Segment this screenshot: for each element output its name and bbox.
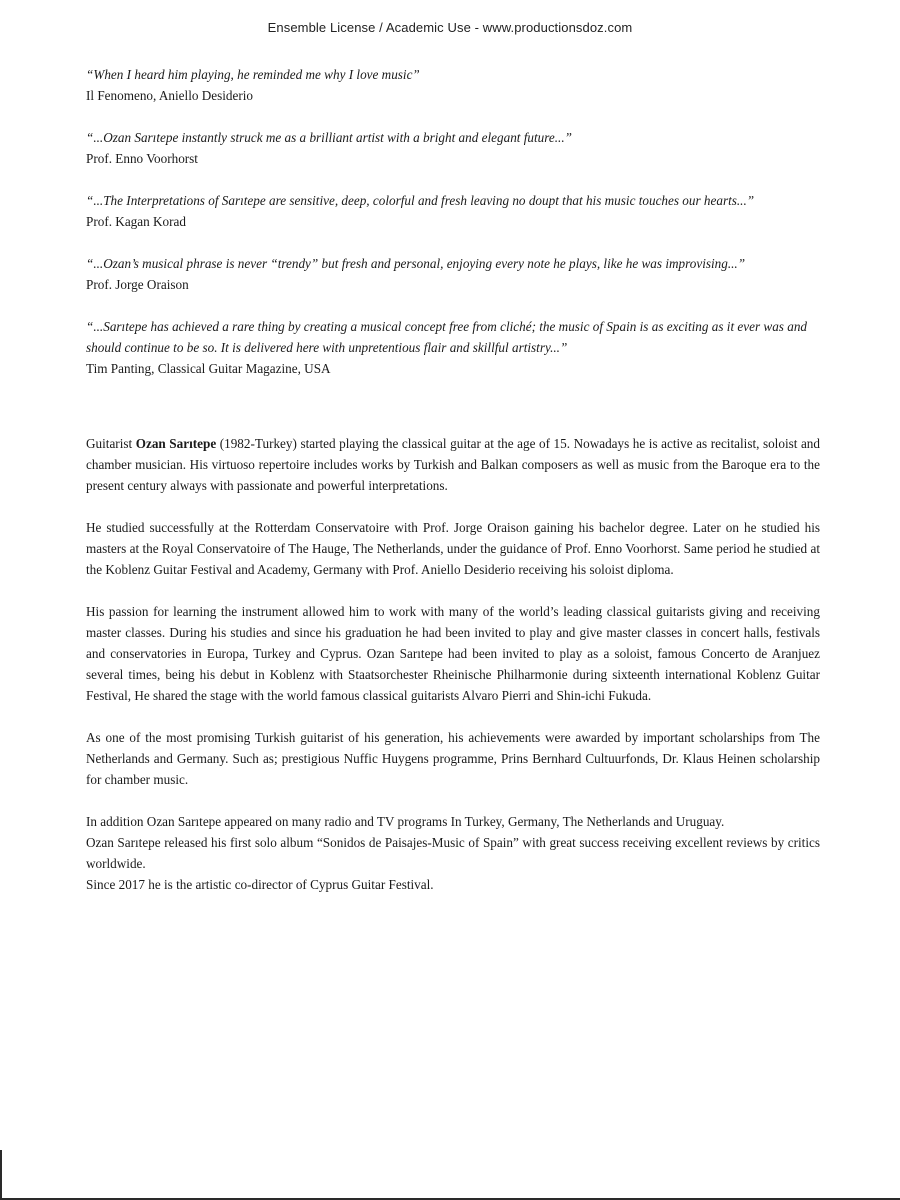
quote-block xyxy=(86,127,820,169)
bio-paragraph: In addition Ozan Sarıtepe appeared on many radio and TV programs In Turkey, Germany, The Netherlands and Uruguay. xyxy=(86,814,725,829)
quote-block xyxy=(86,316,820,379)
artist-name: Ozan Sarıtepe xyxy=(135,436,217,451)
bio-paragraph: His passion for learning the instrument allowed him to work with many of the world’s leading classical guitarists giving and receiving master classes. During his studies and since his graduation he had been invited to play and give master classes in concert halls, festivals and conservatories in Europa, Turkey and Cyprus. Ozan Sarıtepe had been invited to play as a soloist, famous Concerto de Aranjuez several times, being his debut in Koblenz with Staatsorchester Rheinische Philharmonie during sixteenth international Koblenz Guitar Festival, He shared the stage with the world famous classical guitarists Alvaro Pierri and Shin-ichi Fukuda. xyxy=(86,604,820,703)
document-body xyxy=(86,64,820,895)
quote-block xyxy=(86,253,820,295)
quote-author: Prof. Kagan Korad xyxy=(86,214,186,229)
quote-author: Prof. Enno Voorhorst xyxy=(86,151,198,166)
quote-block xyxy=(86,190,820,232)
quote-text: “...Sarıtepe has achieved a rare thing by creating a musical concept free from cliché; the music of Spain is as exciting as it ever was and should continue to be so. It is delivered here with unpretentious flair and skillful artistry...” xyxy=(86,319,808,355)
quote-author: Tim Panting, Classical Guitar Magazine, USA xyxy=(86,361,331,376)
bio-paragraph: He studied successfully at the Rotterdam Conservatoire with Prof. Jorge Oraison gaining his bachelor degree. Later on he studied his masters at the Royal Conservatoire of The Hauge, The Netherlands, under the guidance of Prof. Enno Voorhorst. Same period he studied at the Koblenz Guitar Festival and Academy, Germany with Prof. Aniello Desiderio receiving his soloist diploma. xyxy=(86,520,820,577)
quote-author: Il Fenomeno, Aniello Desiderio xyxy=(86,88,254,103)
quote-text: “...The Interpretations of Sarıtepe are sensitive, deep, colorful and fresh leaving no doupt that his music touches our hearts...” xyxy=(86,193,755,208)
bio-paragraph xyxy=(86,433,820,496)
bio-paragraph: Ozan Sarıtepe released his first solo album “Sonidos de Paisajes-Music of Spain” with great success receiving excellent reviews by critics worldwide. xyxy=(86,835,820,871)
quote-text: “When I heard him playing, he reminded me why I love music” xyxy=(86,67,420,82)
bio-paragraph: As one of the most promising Turkish guitarist of his generation, his achievements were awarded by important scholarships from The Netherlands and Germany. Such as; prestigious Nuffic Huygens programme, Prins Bernhard Cultuurfonds, Dr. Klaus Heinen scholarship for chamber music. xyxy=(86,730,820,787)
bio-intro-rest: (1982-Turkey) started playing the classical guitar at the age of 15. Nowadays he is active as recitalist, soloist and chamber musician. His virtuoso repertoire includes works by Turkish and Balkan composers as well as music from the Baroque era to the present century always with passionate and powerful interpretations. xyxy=(86,436,820,493)
page-left-border xyxy=(0,1150,2,1200)
quote-author: Prof. Jorge Oraison xyxy=(86,277,189,292)
quote-text: “...Ozan Sarıtepe instantly struck me as a brilliant artist with a bright and elegant future...” xyxy=(86,130,572,145)
license-header: Ensemble License / Academic Use - www.productionsdoz.com xyxy=(267,20,633,35)
quote-text: “...Ozan’s musical phrase is never “trendy” but fresh and personal, enjoying every note he plays, like he was improvising...” xyxy=(86,256,746,271)
bio-paragraph: Since 2017 he is the artistic co-director of Cyprus Guitar Festival. xyxy=(86,877,434,892)
quote-block xyxy=(86,64,820,106)
biography xyxy=(86,433,820,895)
bio-intro: Guitarist xyxy=(86,436,136,451)
